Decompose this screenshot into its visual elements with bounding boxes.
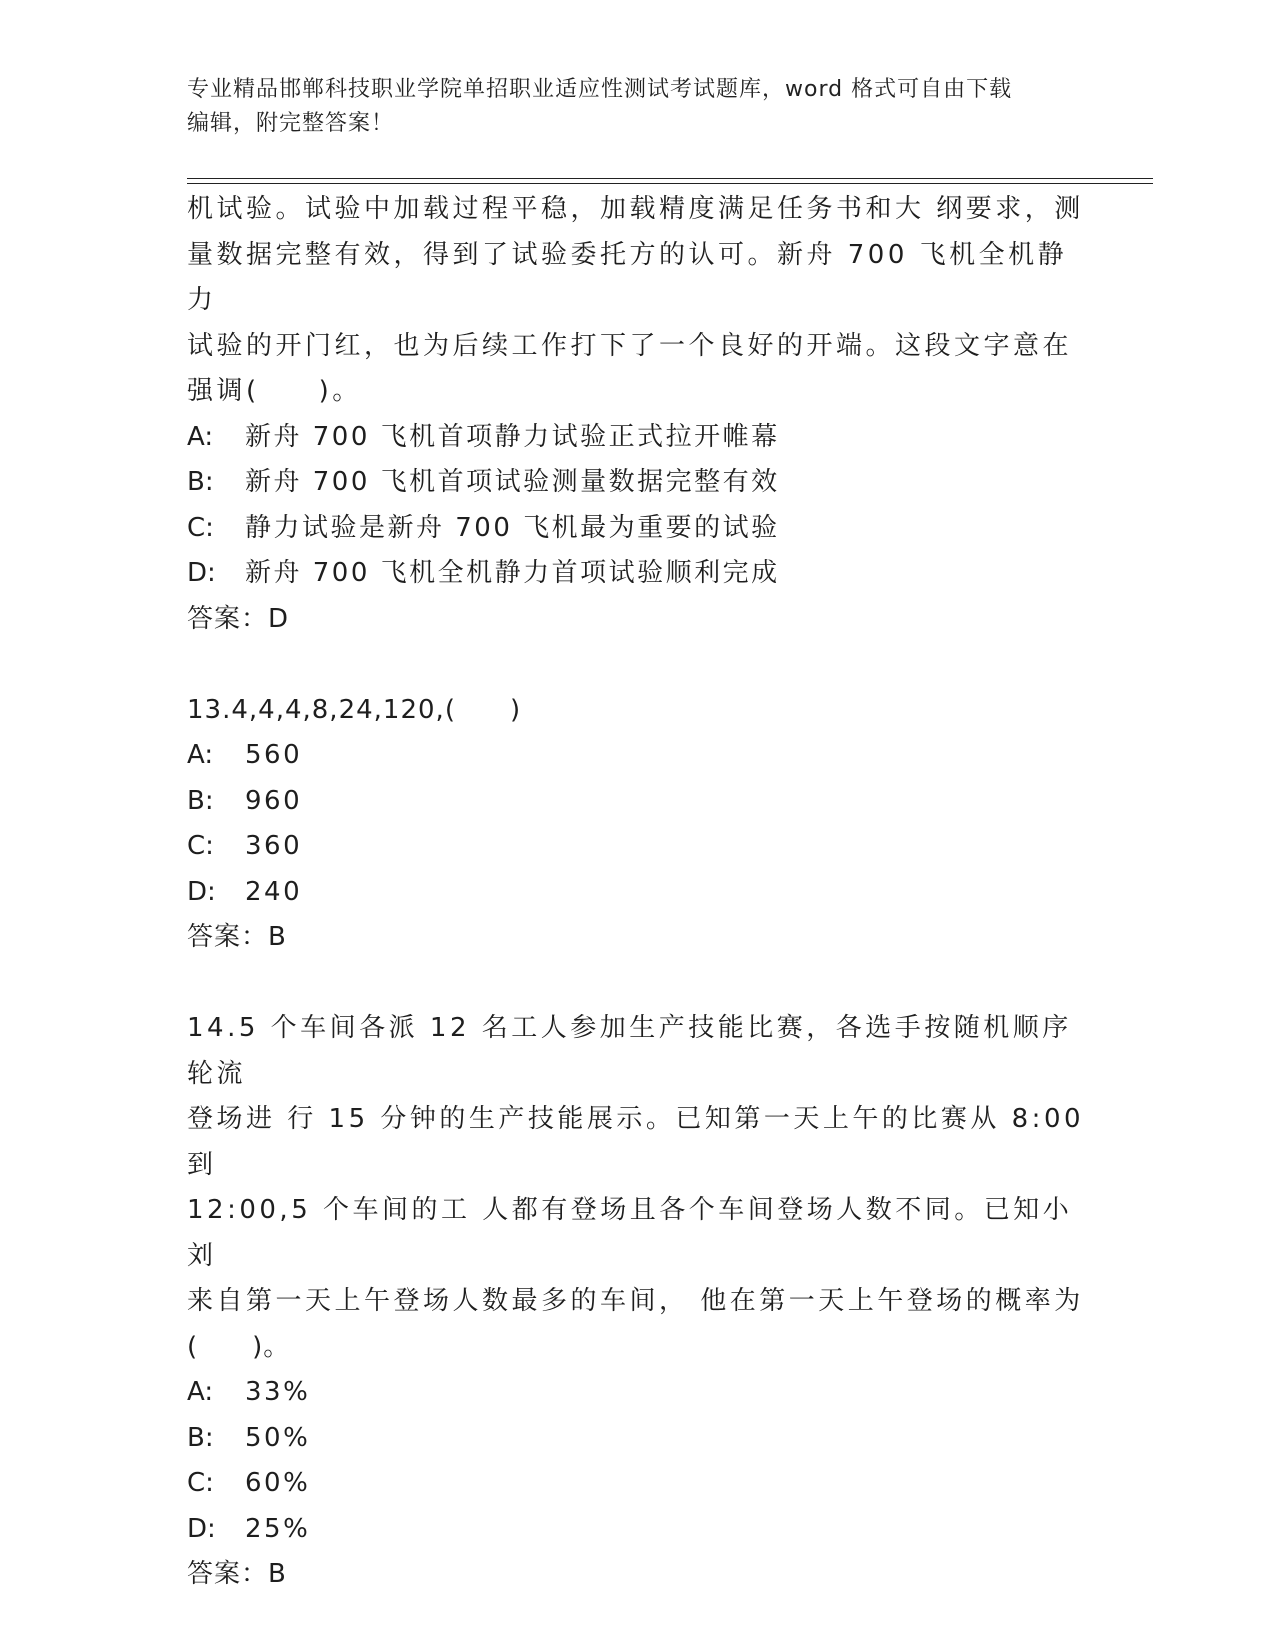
page-content bbox=[187, 187, 1087, 1598]
question-stem-line: 量数据完整有效，得到了试验委托方的认可。新舟 700 飞机全机静力 bbox=[187, 239, 1068, 315]
option-a bbox=[187, 415, 1087, 461]
spacer bbox=[187, 642, 1087, 688]
option-key: B: bbox=[187, 467, 214, 497]
question-13 bbox=[187, 688, 1087, 961]
option-key: D: bbox=[187, 1513, 216, 1544]
option-text: 新舟 700 飞机首项静力试验正式拉开帷幕 bbox=[245, 421, 780, 452]
question-stem-line: 12:00,5 个车间的工 人都有登场且各个车间登场人数不同。已知小刘 bbox=[187, 1195, 1073, 1271]
option-a bbox=[187, 1370, 1087, 1416]
option-key: C: bbox=[187, 1468, 214, 1498]
answer-line: 答案：B bbox=[187, 922, 287, 952]
option-text: 新舟 700 飞机全机静力首项试验顺利完成 bbox=[245, 558, 780, 588]
option-key: C: bbox=[187, 512, 214, 543]
option-b bbox=[187, 460, 1087, 506]
option-text: 静力试验是新舟 700 飞机最为重要的试验 bbox=[245, 512, 780, 543]
header-line-2: 编辑，附完整答案！ bbox=[187, 111, 395, 136]
option-d bbox=[187, 551, 1087, 597]
question-14 bbox=[187, 1006, 1087, 1598]
page-header bbox=[187, 73, 1067, 141]
option-text: 新舟 700 飞机首项试验测量数据完整有效 bbox=[245, 467, 780, 497]
option-key: D: bbox=[187, 558, 216, 588]
option-a bbox=[187, 733, 1087, 779]
question-stem-line: 来自第一天上午登场人数最多的车间， 他在第一天上午登场的概率为 bbox=[187, 1286, 1084, 1316]
option-key: C: bbox=[187, 831, 214, 861]
option-text: 960 bbox=[245, 785, 303, 816]
question-stem-line: 13.4,4,4,8,24,120,( ) bbox=[187, 694, 522, 725]
option-text: 360 bbox=[245, 831, 303, 861]
spacer bbox=[187, 961, 1087, 1007]
answer-line: 答案：D bbox=[187, 603, 290, 634]
option-text: 50% bbox=[245, 1422, 311, 1453]
option-text: 25% bbox=[245, 1513, 311, 1544]
option-b bbox=[187, 1416, 1087, 1462]
option-c bbox=[187, 824, 1087, 870]
option-key: A: bbox=[187, 740, 214, 770]
option-key: A: bbox=[187, 1377, 214, 1407]
option-b bbox=[187, 779, 1087, 825]
question-stem-line: 登场进 行 15 分钟的生产技能展示。已知第一天上午的比赛从 8:00 到 bbox=[187, 1104, 1085, 1180]
question-stem-line: 机试验。试验中加载过程平稳，加载精度满足任务书和大 纲要求，测 bbox=[187, 194, 1084, 224]
option-key: B: bbox=[187, 1422, 214, 1453]
option-key: A: bbox=[187, 421, 214, 452]
header-rule-top bbox=[187, 178, 1153, 179]
option-text: 560 bbox=[245, 740, 303, 770]
option-c bbox=[187, 506, 1087, 552]
option-d bbox=[187, 870, 1087, 916]
answer-line: 答案：B bbox=[187, 1559, 287, 1589]
option-text: 60% bbox=[245, 1468, 311, 1498]
question-stem-line: ( )。 bbox=[187, 1331, 291, 1362]
question-stem-line: 试验的开门红，也为后续工作打下了一个良好的开端。这段文字意在 bbox=[187, 330, 1073, 361]
option-text: 33% bbox=[245, 1377, 311, 1407]
option-key: B: bbox=[187, 785, 214, 816]
header-rule-bottom bbox=[187, 183, 1153, 184]
question-stem-line: 14.5 个车间各派 12 名工人参加生产技能比赛，各选手按随机顺序轮流 bbox=[187, 1013, 1072, 1089]
header-line-1: 专业精品邯郸科技职业学院单招职业适应性测试考试题库，word 格式可自由下载 bbox=[187, 77, 1013, 102]
option-text: 240 bbox=[245, 876, 303, 907]
option-c bbox=[187, 1461, 1087, 1507]
question-stem-line: 强调( )。 bbox=[187, 376, 362, 406]
question-12 bbox=[187, 187, 1087, 642]
option-d bbox=[187, 1507, 1087, 1553]
option-key: D: bbox=[187, 876, 216, 907]
